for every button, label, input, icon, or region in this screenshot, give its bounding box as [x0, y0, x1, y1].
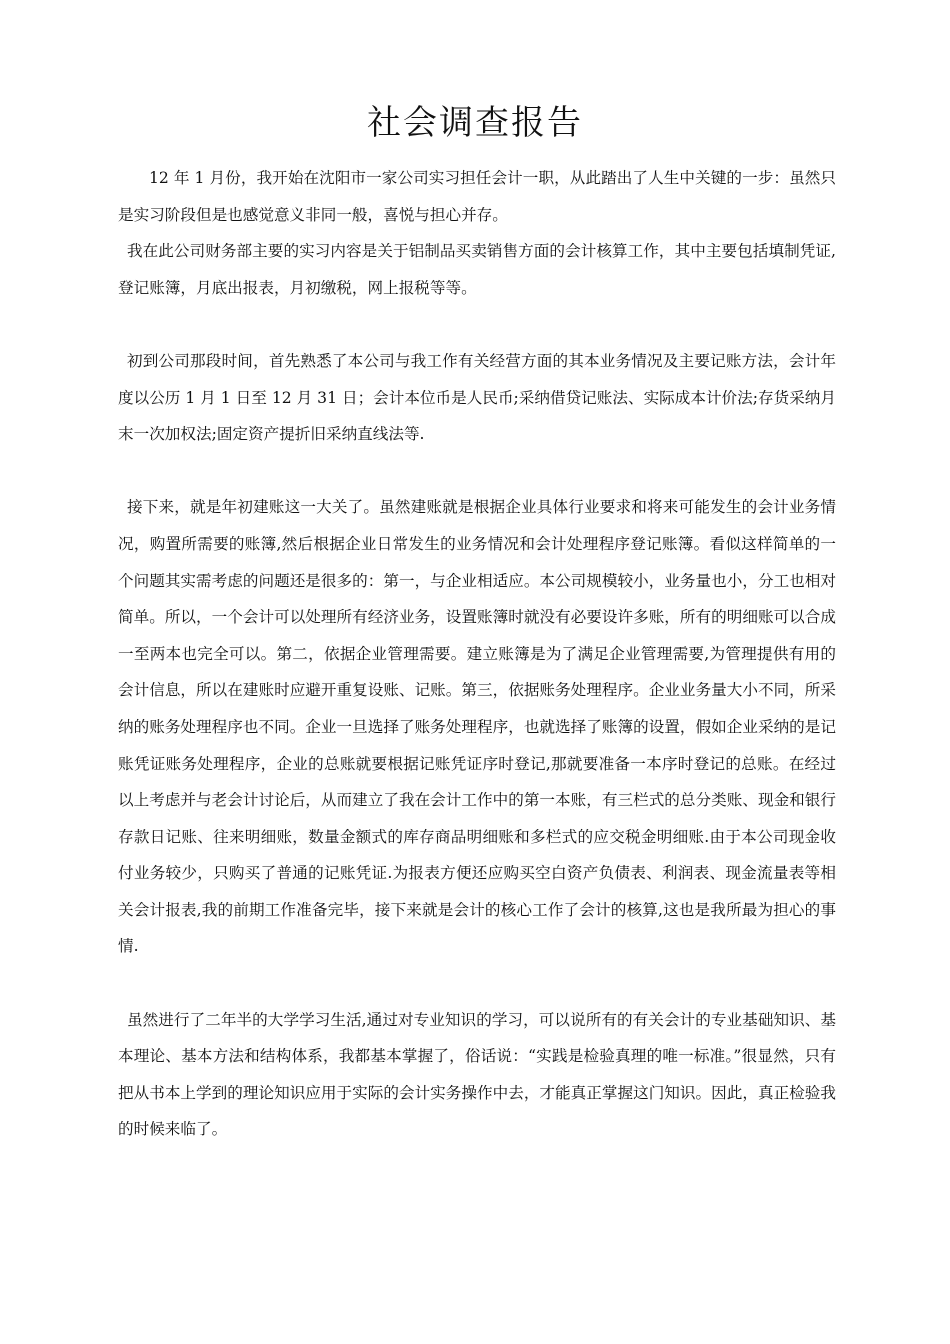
paragraph-1: 12 年 1 月份，我开始在沈阳市一家公司实习担任会计一职，从此踏出了人生中关键的一步：虽然只是实习阶段但是也感觉意义非同一般，喜悦与担心并存。	[118, 169, 836, 224]
paragraph-spacer	[118, 306, 836, 343]
paragraph-spacer	[118, 453, 836, 490]
paragraph-3: 初到公司那段时间，首先熟悉了本公司与我工作有关经营方面的其本业务情况及主要记账方法，会计年度以公历 1 月 1 日至 12 月 31 日；会计本位币是人民币;采纳借贷记账法、实际成本计价法;存货采纳月末一次加权法;固定资产提折旧采纳直线法等.	[118, 351, 836, 444]
paragraph-5: 虽然进行了二年半的大学学习生活,通过对专业知识的学习，可以说所有的有关会计的专业基础知识、基本理论、基本方法和结构体系，我都基本掌握了，俗话说：“实践是检验真理的唯一标准。”很显然，只有把从书本上学到的理论知识应用于实际的会计实务操作中去，才能真正掌握这门知识。因此，真正检验我的时候来临了。	[118, 1010, 836, 1139]
paragraph-4: 接下来，就是年初建账这一大关了。虽然建账就是根据企业具体行业要求和将来可能发生的会计业务情况，购置所需要的账簿,然后根据企业日常发生的业务情况和会计处理程序登记账簿。看似这样简单的一个问题其实需考虑的问题还是很多的：第一，与企业相适应。本公司规模较小，业务量也小，分工也相对简单。所以，一个会计可以处理所有经济业务，设置账簿时就没有必要设许多账，所有的明细账可以合成一至两本也完全可以。第二，依据企业管理需要。建立账簿是为了满足企业管理需要,为管理提供有用的会计信息，所以在建账时应避开重复设账、记账。第三，依据账务处理程序。企业业务量大小不同，所采纳的账务处理程序也不同。企业一旦选择了账务处理程序，也就选择了账簿的设置，假如企业采纳的是记账凭证账务处理程序，企业的总账就要根据记账凭证序时登记,那就要准备一本序时登记的总账。在经过以上考虑并与老会计讨论后，从而建立了我在会计工作中的第一本账，有三栏式的总分类账、现金和银行存款日记账、往来明细账，数量金额式的库存商品明细账和多栏式的应交税金明细账.由于本公司现金收付业务较少，只购买了普通的记账凭证.为报表方便还应购买空白资产负债表、利润表、现金流量表等相关会计报表,我的前期工作准备完毕，接下来就是会计的核心工作了会计的核算,这也是我所最为担心的事情.	[118, 498, 836, 956]
paragraph-spacer	[118, 965, 836, 1002]
document-title: 社会调查报告	[367, 103, 583, 143]
paragraph-2: 我在此公司财务部主要的实习内容是关于铝制品买卖销售方面的会计核算工作，其中主要包括填制凭证,登记账簿，月底出报表，月初缴税，网上报税等等。	[118, 242, 836, 297]
document-body	[118, 160, 836, 1148]
